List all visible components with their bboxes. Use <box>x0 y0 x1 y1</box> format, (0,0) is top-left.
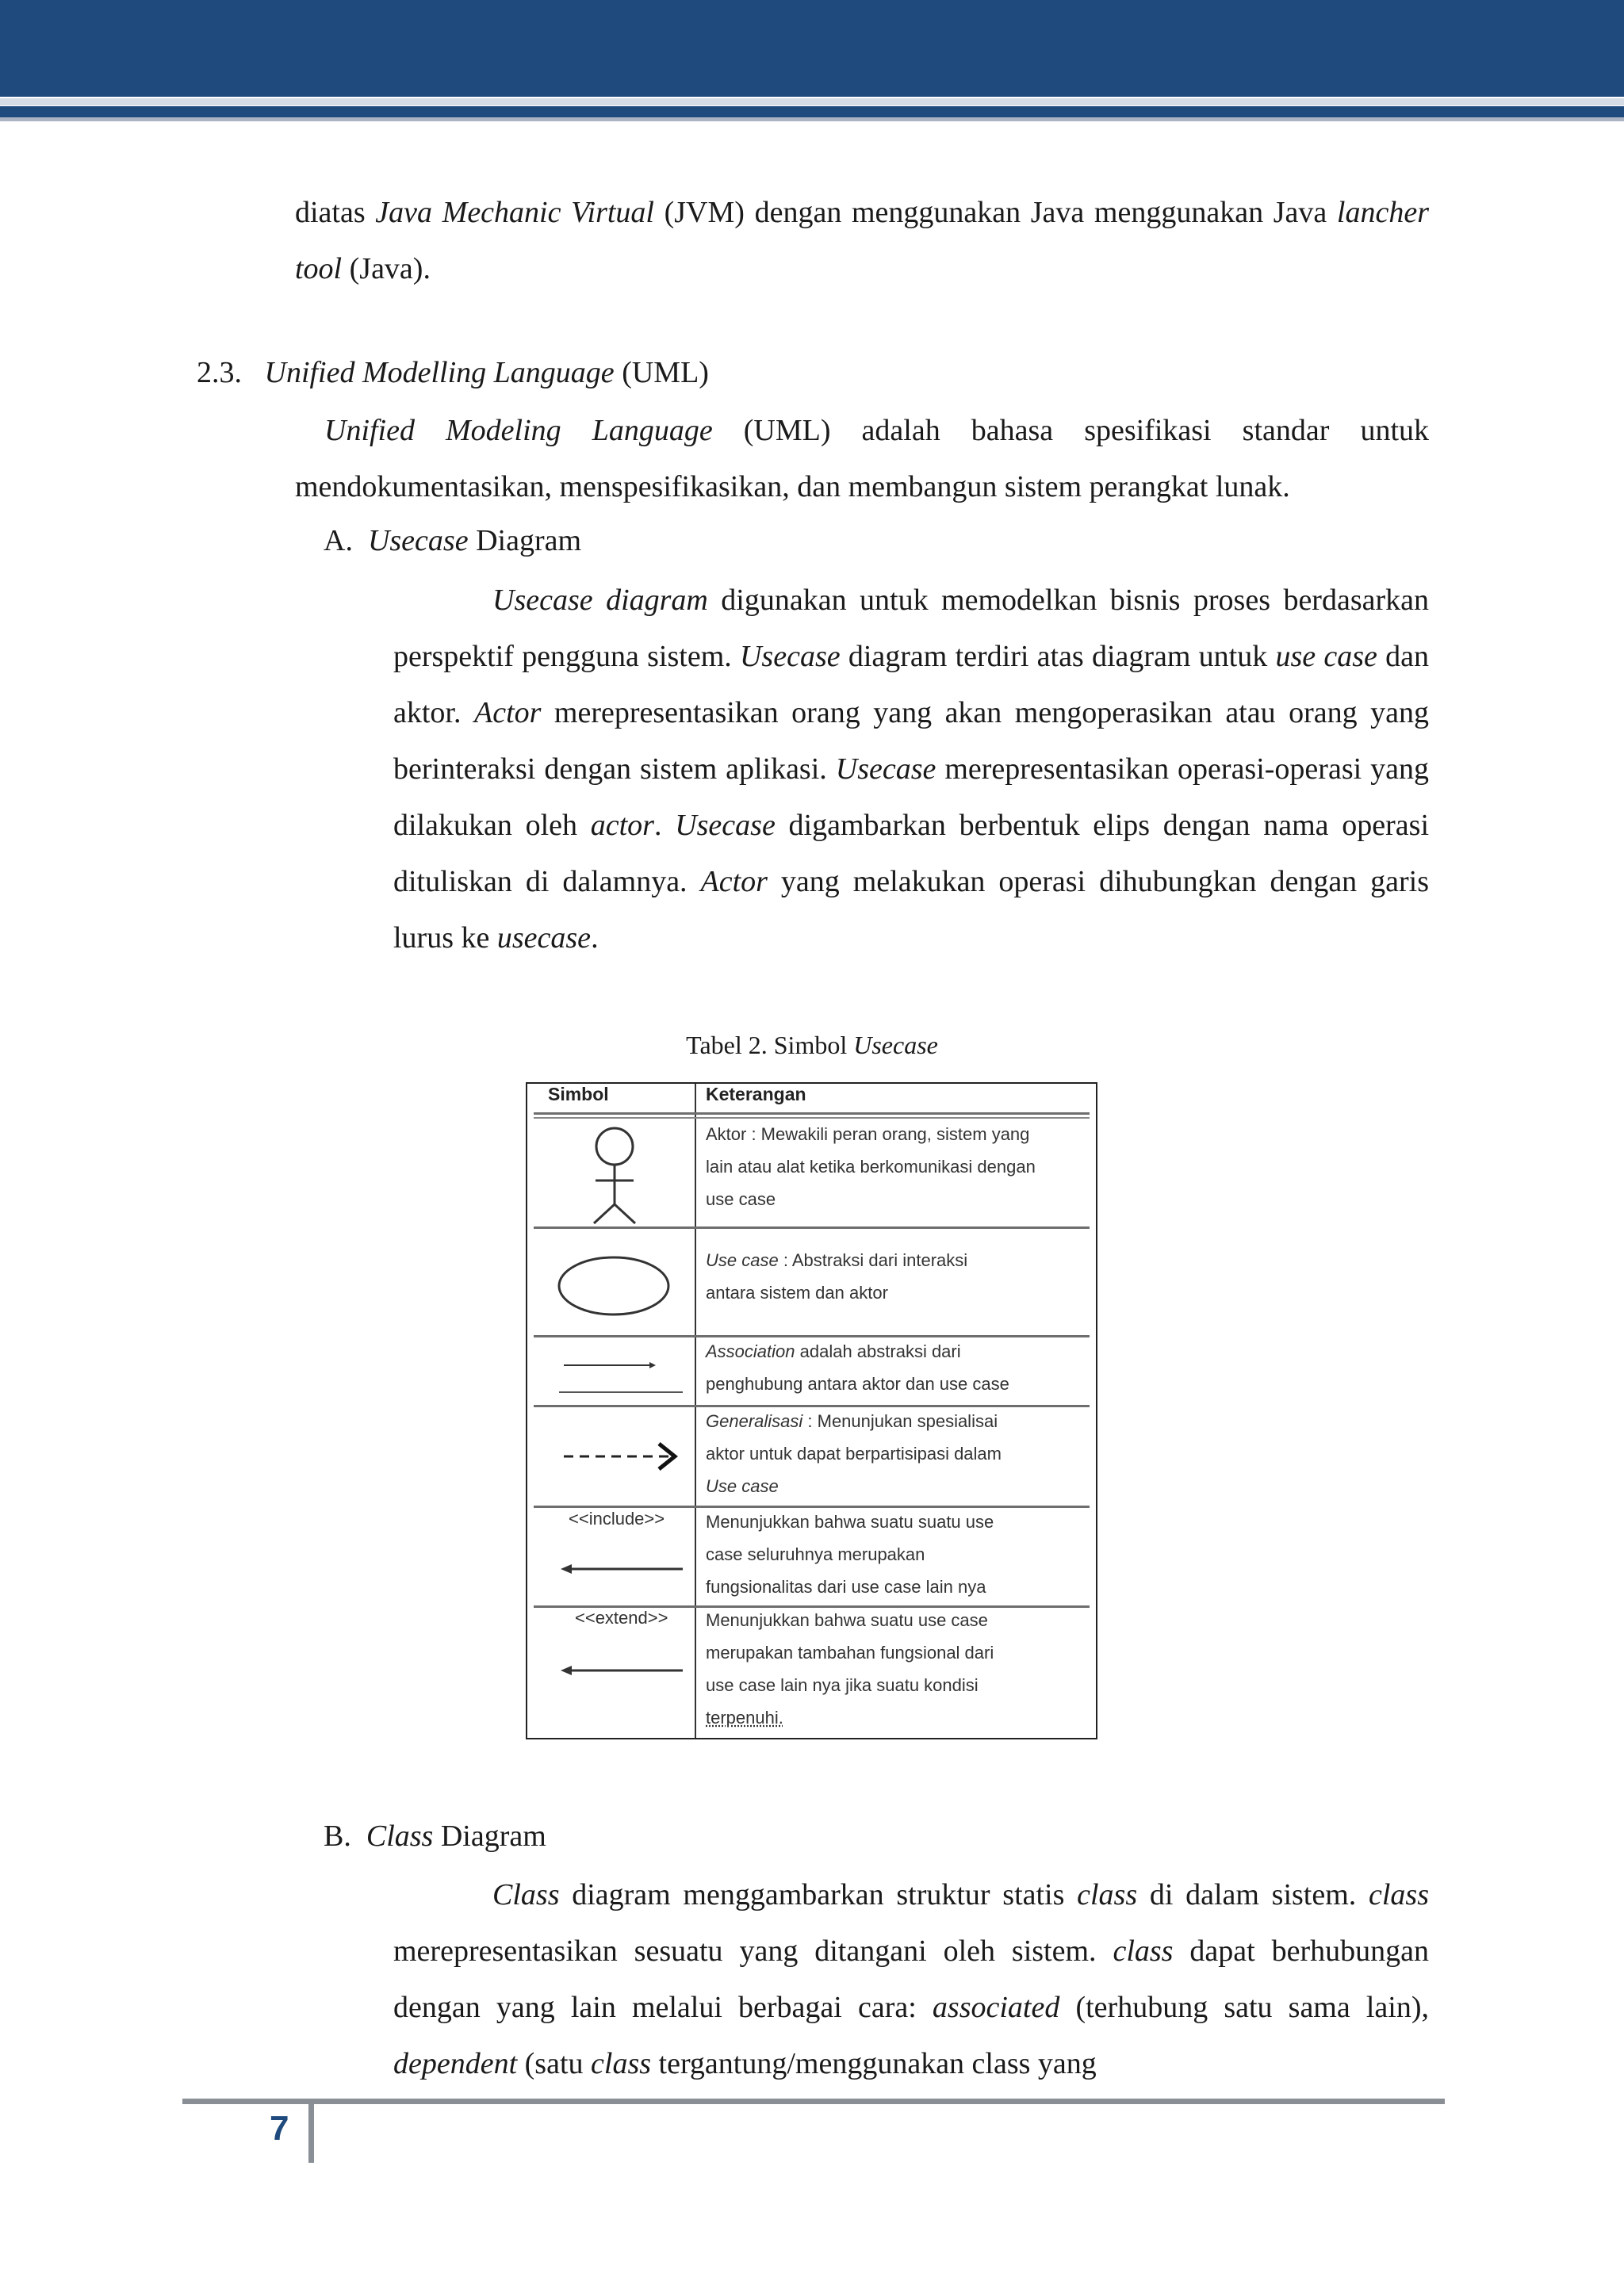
footer-bar <box>308 2103 314 2163</box>
extend-label: <<extend>> <box>575 1608 668 1628</box>
footer-rule <box>182 2099 1445 2104</box>
generalization-arrow-icon <box>559 1433 686 1480</box>
header-rule <box>0 117 1624 121</box>
header-band <box>0 0 1624 97</box>
uml-intro-paragraph: Unified Modeling Language (UML) adalah bahasa spesifikasi standar untuk mendokumentasikan, menspesifikasikan, dan membangun sistem perangkat lunak. <box>295 414 1429 503</box>
actor-icon <box>583 1125 646 1226</box>
section-heading: 2.3. Unified Modelling Language (UML) <box>197 356 709 389</box>
subsection-heading-class: B. Class Diagram <box>324 1820 546 1853</box>
column-divider <box>695 1084 696 1738</box>
generalization-description: Generalisasi : Menunjukan spesialisai aktor untuk dapat berpartisipasi dalam Use case <box>706 1411 1002 1496</box>
jvm-paragraph: diatas Java Mechanic Virtual (JVM) dengan menggunakan Java menggunakan Java lancher tool (Java). <box>295 196 1429 285</box>
association-line-icon <box>556 1341 686 1397</box>
usecase-symbol-table <box>526 1082 1097 1739</box>
row-divider <box>534 1226 1090 1229</box>
header-symbol: Simbol <box>548 1084 609 1104</box>
extend-arrow-icon <box>559 1661 686 1680</box>
usecase-paragraph: Usecase diagram digunakan untuk memodelkan bisnis proses berdasarkan perspektif pengguna sistem. Usecase diagram terdiri atas diagram untuk use case dan aktor. Actor merepresentasikan orang yang akan mengoperasikan atau orang yang berinteraksi dengan sistem aplikasi. Usecase merepresentasikan operasi-operasi yang dilakukan oleh actor. Usecase digambarkan berbentuk elips dengan nama operasi dituliskan di dalamnya. Actor yang melakukan operasi dihubungkan dengan garis lurus ke usecase. <box>393 584 1430 955</box>
row-divider <box>534 1112 1090 1115</box>
table-caption: Tabel 2. Simbol Usecase <box>686 1031 938 1059</box>
include-description: Menunjukkan bahwa suatu suatu use case seluruhnya merupakan fungsionalitas dari use case lain nya <box>706 1512 994 1597</box>
association-description: Association adalah abstraksi dari penghubung antara aktor dan use case <box>706 1341 1009 1394</box>
page-number: 7 <box>270 2109 289 2148</box>
include-label: <<include>> <box>569 1509 665 1529</box>
usecase-ellipse-icon <box>556 1254 672 1318</box>
actor-description: Aktor : Mewakili peran orang, sistem yang lain atau alat ketika berkomunikasi dengan use case <box>706 1124 1036 1209</box>
usecase-description: Use case : Abstraksi dari interaksi antara sistem dan aktor <box>706 1250 968 1303</box>
subsection-heading-usecase: A. Usecase Diagram <box>324 524 582 557</box>
extend-description: Menunjukkan bahwa suatu use case merupakan tambahan fungsional dari use case lain nya jika suatu kondisi terpenuhi. <box>706 1610 994 1728</box>
header-rule <box>0 98 1624 105</box>
include-arrow-icon <box>559 1559 686 1578</box>
header-rule <box>0 106 1624 117</box>
class-paragraph: Class diagram menggambarkan struktur statis class di dalam sistem. class merepresentasikan sesuatu yang ditangani oleh sistem. class dapat berhubungan dengan yang lain melalui berbagai cara: associated (terhubung satu sama lain), dependent (satu class tergantung/menggunakan class yang <box>393 1878 1429 2080</box>
header-description: Keterangan <box>706 1084 806 1104</box>
